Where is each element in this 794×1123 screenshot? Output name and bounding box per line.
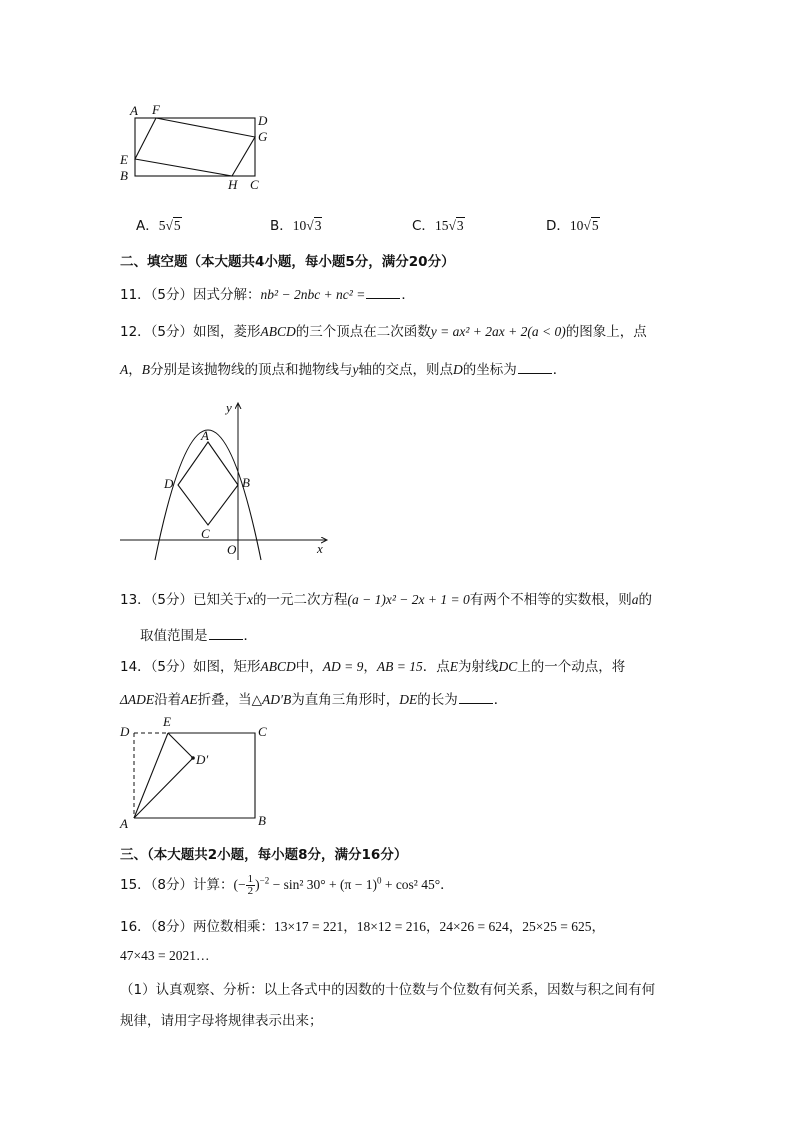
q12-rhombus: [178, 442, 238, 525]
section-2-title: 二、填空题（本大题共4小题，每小题5分，满分20分）: [120, 254, 455, 270]
q12-label-o: O: [227, 542, 237, 557]
q14-label-dprime: D′: [196, 752, 209, 767]
q10-figure: [110, 100, 280, 195]
question-16-line-1: 16．（8分）两位数相乘：13×17 = 221，18×12 = 216，24×26 = 624，25×25 = 625，: [120, 919, 605, 935]
option-c[interactable]: C．15√3: [412, 218, 464, 234]
q10-label-d: D: [258, 113, 268, 128]
q14-line-ae: [134, 733, 168, 818]
q14-label-e: E: [163, 714, 171, 729]
q10-inner-parallelogram: [135, 118, 255, 176]
q12-label-a: A: [201, 428, 209, 443]
q10-label-h: H: [228, 177, 238, 192]
q12-label-y: y: [226, 400, 232, 415]
q13-answer-blank[interactable]: [209, 627, 243, 640]
q12-label-d: D: [164, 476, 174, 491]
q12-answer-blank[interactable]: [518, 361, 552, 374]
question-12-line-1: 12．（5分）如图，菱形ABCD的三个顶点在二次函数y = ax² + 2ax + 2(a < 0)的图象上，点: [120, 324, 647, 340]
q10-label-f: F: [152, 102, 160, 117]
q14-folded-triangle: [134, 733, 193, 818]
section-3-title: 三、（本大题共2小题，每小题8分，满分16分）: [120, 847, 408, 863]
q14-label-a: A: [120, 816, 128, 831]
option-d[interactable]: D．10√5: [546, 218, 599, 234]
question-14-line-1: 14．（5分）如图，矩形ABCD中，AD = 9，AB = 15．点E为射线DC上的一个动点，将: [120, 659, 626, 675]
q14-answer-blank[interactable]: [459, 691, 493, 704]
q12-figure: [115, 395, 335, 565]
q10-label-c: C: [250, 177, 259, 192]
q12-label-x: x: [317, 541, 323, 556]
option-a[interactable]: A．5√5: [136, 218, 181, 234]
question-13-line-1: 13．（5分）已知关于x的一元二次方程(a − 1)x² − 2x + 1 = 0有两个不相等的实数根，则a的: [120, 592, 652, 608]
q10-label-b: B: [120, 168, 128, 183]
q12-label-b: B: [242, 475, 250, 490]
question-13-line-2: 取值范围是 ．: [140, 628, 257, 644]
q14-point-dprime: [191, 756, 195, 760]
question-12-line-2: A，B分别是该抛物线的顶点和抛物线与y轴的交点，则点D的坐标为 ．: [120, 362, 567, 378]
question-11: 11．（5分）因式分解：nb² − 2nbc + nc² = ．: [120, 287, 415, 303]
question-15: 15．（8分）计算：(− $\frac{1}{2}$ )$^{-2}$ − sin² $30^\circ + (\pi - 1)^0 + \cos^2$ 45°．: [120, 872, 454, 897]
q14-label-b: B: [258, 813, 266, 828]
q14-label-c: C: [258, 724, 267, 739]
question-16-part-1-line-1: （1）认真观察、分析：以上各式中的因数的十位数与个位数有何关系，因数与积之间有何: [120, 982, 656, 998]
q14-label-d: D: [120, 724, 130, 739]
q10-label-g: G: [258, 129, 268, 144]
question-16-line-2: 47×43 = 2021…: [120, 948, 210, 963]
q12-label-c: C: [201, 526, 210, 541]
q14-figure: [115, 714, 285, 832]
option-b[interactable]: B．10√3: [270, 218, 322, 234]
q14-rect-top-right-bottom: [134, 733, 255, 818]
q11-answer-blank[interactable]: [366, 286, 400, 299]
q10-label-e: E: [120, 152, 128, 167]
question-16-part-1-line-2: 规律，请用字母将规律表示出来；: [120, 1013, 323, 1029]
question-14-line-2: ΔADE沿着AE折叠，当△AD′B为直角三角形时，DE的长为 ．: [120, 692, 508, 708]
q10-label-a: A: [130, 103, 138, 118]
q15-fraction: $\frac{1}{2}$: [247, 872, 254, 897]
